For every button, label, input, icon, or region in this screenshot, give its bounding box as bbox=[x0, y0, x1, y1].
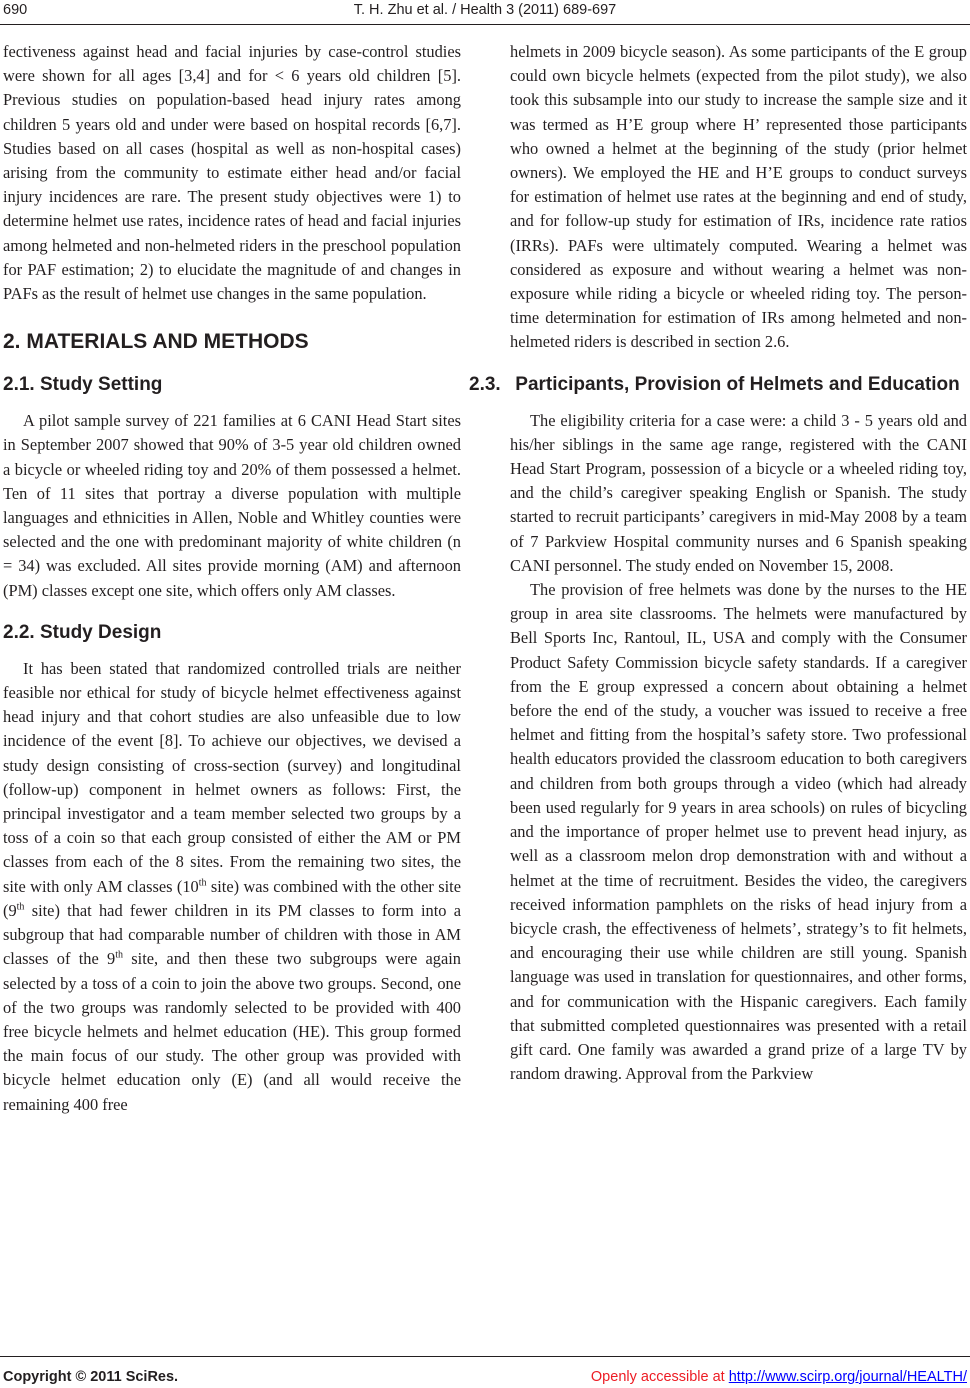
page-footer bbox=[0, 1356, 970, 1385]
subsection-title: Participants, Provision of Helmets and Education bbox=[515, 373, 960, 395]
superscript-th: th bbox=[16, 901, 25, 913]
subsection-heading-study-design: 2.2. Study Design bbox=[3, 621, 162, 643]
open-access-label: Openly accessible at bbox=[590, 1369, 729, 1385]
page-header bbox=[0, 0, 970, 22]
superscript-th: th bbox=[198, 877, 207, 889]
provision-paragraph: The provision of free helmets was done by the nurses to the HE group in area site classrooms. The helmets were manufactured by Bell Sports Inc, Rantoul, IL, USA and comply with the Consumer Product Safety Commission bicycle safety standards. If a caregiver from the E group expressed a concern about obtaining a helmet before the end of the study, a voucher was issued to receive a free helmet and fitting from the hospital’s safety store. Two professional health educators provided the classroom education to both caregivers and children from both groups through a video (which had already been used regularly for 9 years in area schools) on rules of bicycling and the importance of proper helmet use to prevent head injury, as well as a classroom melon drop demonstration with and without a helmet at the time of recruitment. Besides the video, the caregivers received information pamphlets on the risks of head injury from a bicycle crash, the effectiveness of helmets’, strategy’s to fit helmets, and encouraging their use while children are still young. Spanish language was used in translation for questionnaires, and other forms, and for communication with the Hispanic caregivers. Each family that submitted completed questionnaires was presented with a retail gift card. One family was awarded a grand prize of a large TV by random drawing. Approval from the Parkview bbox=[510, 580, 967, 1084]
study-design-text-1: It has been stated that randomized controlled trials are neither feasible nor ethical for study of bicycle helmet effectiveness against head injury and that cohort studies are also unfeasible due to low incidence of the event [8]. To achieve our objectives, we devised a study design consisting of cross-section (survey) and longitudinal (follow-up) component in helmet owners as follows: First, the principal investigator and a team member selected two groups by a toss of a coin so that each group consisted of either the AM or PM classes from each of the 8 sites. From the remaining two sites, the site with only AM classes (10 bbox=[3, 658, 461, 896]
intro-paragraph: fectiveness against head and facial injuries by case-control studies were shown for all ages [3,4] and for < 6 years old children [5]. Previous studies on population-based head injury rates among children 5 years old and under were based on hospital records [6,7]. Studies based on all cases (hospital as well as non-hospital cases) arising from the community to estimate either head and/or facial injury incidences are rare. The present study objectives were 1) to determine helmet use rates, incidence rates of head and facial injuries among helmeted and non-helmeted riders in the preschool population for PAF estimation; 2) to elucidate the magnitude of and changes in PAFs as the result of helmet use changes in the same population. bbox=[3, 42, 461, 304]
page-number: 690 bbox=[3, 2, 28, 18]
superscript-th: th bbox=[115, 949, 124, 961]
subsection-heading-study-setting: 2.1. Study Setting bbox=[3, 374, 163, 396]
section-heading-materials-methods: 2. MATERIALS AND METHODS bbox=[3, 330, 309, 354]
open-access-notice bbox=[591, 1369, 967, 1385]
study-design-continued-paragraph: helmets in 2009 bicycle season). As some participants of the E group could own bicycle helmets (expected from the pilot study), we also took this subsample into our study to increase the sample size and it was termed as H’E group where H’ represented those participants who owned a helmet at the beginning of the study (prior helmet owners). We employed the HE and H’E groups to conduct surveys for estimation of helmet use rates at the beginning and end of study, and for follow-up study for estimation of IRs, incidence rate ratios (IRRs). PAFs were ultimately computed. Wearing a helmet was considered as exposure and without wearing a helmet was non-exposure while riding a bicycle or wheeled riding toy. The person-time determination for estimation of IRs among helmeted and non-helmeted riders is described in section 2.6. bbox=[510, 42, 967, 352]
right-column bbox=[469, 40, 967, 1086]
left-column bbox=[3, 40, 461, 1117]
study-setting-paragraph: A pilot sample survey of 221 families at 6 CANI Head Start sites in September 2007 showed that 90% of 3-5 year old children owned a bicycle or wheeled riding toy and 20% of them possessed a helmet. Ten of 11 sites that portray a diverse population with multiple languages and ethnicities in Allen, Noble and Whitley counties were selected and the one with predominant majority of white children (n = 34) was excluded. All sites provide morning (AM) and afternoon (PM) classes except one site, which offers only AM classes. bbox=[3, 411, 461, 600]
study-design-paragraph bbox=[3, 657, 461, 1117]
study-design-text-3: site) that had fewer children in its PM classes to form into a subgroup that had comparable number of children with those in AM classes of the 9 bbox=[3, 900, 461, 969]
eligibility-paragraph: The eligibility criteria for a case were: a child 3 - 5 years old and his/her siblings in the same age range, registered with the CANI Head Start Program, possession of a bicycle or a wheeled riding toy, and the child’s caregiver speaking English or Spanish. The study started to recruit participants’ caregivers in mid-May 2008 by a team of 7 Parkview Hospital community nurses and 6 Spanish speaking CANI personnel. The study ended on November 15, 2008. bbox=[510, 410, 967, 575]
running-title: T. H. Zhu et al. / Health 3 (2011) 689-697 bbox=[353, 2, 617, 18]
subsection-heading-participants: 2.3. Participants, Provision of Helmets and Education bbox=[469, 373, 960, 395]
header-rule bbox=[0, 24, 970, 25]
journal-link[interactable]: http://www.scirp.org/journal/HEALTH/ bbox=[728, 1369, 967, 1385]
study-design-text-2: site) was combined with the other site (9 bbox=[3, 876, 461, 920]
copyright-notice: Copyright © 2011 SciRes. bbox=[3, 1369, 179, 1385]
study-design-text-4: site, and then these two subgroups were again selected by a toss of a coin to join the above two groups. Second, one of the two groups was randomly selected to be provided with 400 free bicycle helmets and helmet education (HE). This group formed the main focus of our study. The other group was provided with bicycle helmet education only (E) (and all would receive the remaining 400 free bbox=[3, 949, 461, 1114]
footer-rule bbox=[0, 1356, 970, 1357]
